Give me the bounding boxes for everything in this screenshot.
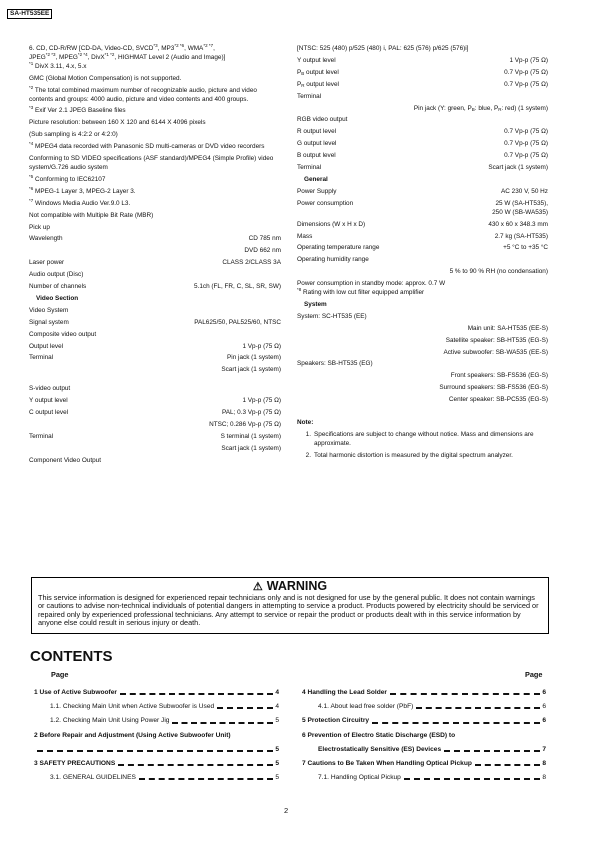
toc-leader-dots <box>475 757 540 766</box>
toc-leader-dots <box>416 700 540 709</box>
toc-leader-dots <box>120 686 273 695</box>
toc-entry-page: 8 <box>542 774 546 782</box>
toc-entry[interactable] <box>34 729 279 743</box>
toc-entry[interactable] <box>302 743 546 757</box>
center-speaker: Center speaker: SB-PC535 (EG-S) <box>448 396 548 404</box>
toc-entry-page: 5 <box>275 745 279 753</box>
notes-block <box>297 419 548 461</box>
wavelength-row: Wavelength CD 785 nm <box>29 235 281 243</box>
toc-entry[interactable] <box>302 771 546 785</box>
sub-sampling: (Sub sampling is 4:2:2 or 4:2:0) <box>29 131 118 139</box>
terminal2-scart: Scart jack (1 system) <box>221 444 281 452</box>
toc-entry-page: 7 <box>542 745 546 753</box>
dimensions-row: Dimensions (W x H x D) 430 x 60 x 348.3 mm <box>297 220 548 228</box>
toc-entry[interactable] <box>302 714 546 728</box>
pr-output-row: $P_R$ output level 0.7 Vp-p (75 Ω) <box>297 80 548 88</box>
terminal2-row: Terminal Scart jack (1 system) <box>297 164 548 172</box>
toc-entry-title: 7 Cautions to Be Taken When Handling Optical Pickup <box>302 760 472 768</box>
g-output-row: G output level 0.7 Vp-p (75 Ω) <box>297 140 548 148</box>
svideo-label: S-video output <box>29 385 71 393</box>
toc-entry-page: 6 <box>542 689 546 696</box>
video-section-heading: Video Section <box>36 294 79 302</box>
rgb-label: RGB video output <box>297 116 348 124</box>
toc-left <box>34 686 279 785</box>
toc-entry-title: 3 SAFETY PRECAUTIONS <box>34 760 116 768</box>
toc-entry-page: 5 <box>275 717 279 725</box>
toc-entry-title: 6 Prevention of Electro Static Discharge (ESD) to <box>302 731 456 739</box>
speakers-model: Speakers: SB-HT535 (EG) <box>297 360 373 368</box>
toc-entry-page: 6 <box>542 717 546 725</box>
satellite-speaker: Satellite speaker: SB-HT535 (EG-S) <box>445 336 548 344</box>
toc-entry[interactable] <box>34 686 279 700</box>
note-4: $^{*4}$ MPEG4 data recorded with Panasonic SD multi-cameras or DVD video recorders <box>29 141 265 151</box>
toc-right <box>302 686 546 785</box>
toc-entry[interactable] <box>34 743 279 757</box>
note-item: 1. Specifications are subject to change without notice. Mass and dimensions are approximate. <box>305 431 534 447</box>
note-1: $^{*1}$ DivX 3.11, 4.x, 5.x <box>29 60 87 70</box>
composite-label: Composite video output <box>29 330 97 338</box>
toc-leader-dots <box>172 714 273 723</box>
toc-leader-dots <box>139 771 273 780</box>
terminal-row: Terminal Pin jack (1 system) <box>29 354 281 362</box>
c-output-row: C output level PAL; 0.3 Vp-p (75 Ω) <box>29 409 281 417</box>
toc-entry-title: Electrostatically Sensitive (ES) Devices <box>318 745 442 753</box>
toc-entry-title: 2 Before Repair and Adjustment (Using Active Subwoofer Unit) <box>34 731 231 739</box>
audio-output-label: Audio output (Disc) <box>29 271 84 279</box>
active-subwoofer: Active subwoofer: SB-WA535 (EE-S) <box>443 348 548 356</box>
pb-output-row: $P_B$ output level 0.7 Vp-p (75 Ω) <box>297 68 548 76</box>
consumption-subwoofer: 250 W (SB-WA535) <box>492 208 548 216</box>
note-title: Note: <box>297 419 314 427</box>
toc-entry[interactable] <box>302 700 546 714</box>
front-speakers: Front speakers: SB-FS536 (EG-S) <box>450 372 548 380</box>
output-level-row: Output level 1 Vp-p (75 Ω) <box>29 342 281 350</box>
humidity-value: 5 % to 90 % RH (no condensation) <box>449 268 548 276</box>
note-item: 2. Total harmonic distortion is measured by the digital spectrum analyzer. <box>305 451 513 459</box>
toc-entry-title: 1.1. Checking Main Unit when Active Subwoofer is Used <box>50 703 215 711</box>
main-unit: Main unit: SA-HT535 (EE-S) <box>467 324 548 332</box>
toc-entry[interactable] <box>34 757 279 771</box>
sd-video-conformance: Conforming to SD VIDEO specifications (ASF standard)/MPEG4 (Simple Profile) video system/G.726 audio system <box>29 155 274 171</box>
toc-leader-dots <box>444 743 540 752</box>
system-heading: System <box>304 300 327 308</box>
surround-speakers: Surround speakers: SB-FS536 (EG-S) <box>439 384 548 392</box>
page-number: 2 <box>284 806 289 815</box>
toc-entry-title: 7.1. Handling Optical Pickup <box>318 774 401 782</box>
pickup-label: Pick up <box>29 223 50 231</box>
b-output-row: B output level 0.7 Vp-p (75 Ω) <box>297 152 548 160</box>
warning-triangle-icon: ⚠ <box>252 581 263 593</box>
note-6: $^{*6}$ MPEG-1 Layer 3, MPEG-2 Layer 3. <box>29 185 136 195</box>
ntsc-pal-line: [NTSC: 525 (480) p/525 (480) i, PAL: 625 (576) p/625 (576)i] <box>297 45 469 52</box>
video-system-label: Video System <box>29 306 69 314</box>
consumption-row: Power consumption 25 W (SA-HT535), <box>297 199 548 207</box>
model-label: SA-HT535EE <box>7 9 52 19</box>
toc-entry[interactable] <box>34 771 279 785</box>
component-label: Component Video Output <box>29 456 102 464</box>
toc-entry-title: 3.1. GENERAL GUIDELINES <box>50 774 136 782</box>
toc-entry-title: 1 Use of Active Subwoofer <box>34 689 117 696</box>
channels-row: Number of channels 5.1ch (FL, FR, C, SL, SR, SW) <box>29 283 281 291</box>
power-row: Power Supply AC 230 V, 50 Hz <box>297 187 548 195</box>
note-2: $^{*2}$ The total combined maximum number of recognizable audio, picture and video contents and groups: 4000 audio, picture and video contents and 400 groups. <box>29 84 257 103</box>
toc-entry-title: 5 Protection Circuitry <box>302 717 370 725</box>
contents-title: CONTENTS <box>30 648 113 665</box>
toc-entry[interactable] <box>302 686 546 700</box>
pin-jack-line: Pin jack (Y: green, $P_B$: blue, $P_R$: red) (1 system) <box>413 104 548 112</box>
spec-column-right <box>297 45 548 461</box>
picture-resolution: Picture resolution: between 160 X 120 and 6144 X 4096 pixels <box>29 119 206 127</box>
general-heading: General <box>304 175 328 183</box>
mass-row: Mass 2.7 kg (SA-HT535) <box>297 232 548 240</box>
spec-column-left: 6. CD, CD-R/RW [CD-DA, Video-CD, SVCD$^{*3}$, $MP3^{*2 *6}$, $WMA^{*2 *7}$, $JPEG^{*2 *3}$, $MPEG^{*2 *4}$, DivX$^{*1 *2}$, HIGHMAT Level 2 (Audio and Image)] $^{*1}$ DivX 3.11, 4.x, 5.x GMC (Global Motion Compensation) is not supported. $^{*2}$ The total combined maximum number of recognizable audio, picture and video contents and groups: 4000 audio, picture and video contents and 400 groups. $^{*3}$ Exif Ver 2.1 JPEG Baseline files Picture resolution: between 160 X 120 and 6144 X 4096 pixels (Sub sampling is 4:2:2 or 4:2:0) $^{*4}$ MPEG4 data recorded with Panasonic SD multi-cameras or DVD video recorders Conforming to SD VIDEO specifications (ASF standard)/MPEG4 (Simple Profile) video system/G.726 audio system $^{*5}$ Conforming to IEC62107 $^{*6}$ MPEG-1 Layer 3, MPEG-2 Layer 3. $^{*7}$ Windows Media Audio Ver.9.0 L3. Not compatible with Multiple Bit Rate (MBR) Pick up Wavelength CD 785 nm DVD 662 nm Laser power CLASS 2/CLASS 3A Audio output (Disc) Number of channels 5.1ch (FL, FR, C, SL, SR, SW) Video Section Video System Signal system PAL625/50, PAL525/60, NTSC Composite video output Output level 1 Vp-p (75 Ω) Terminal Pin jack (1 system) Scart jack (1 system) S-video output Y output level 1 Vp-p (75 Ω) C output level PAL; 0.3 Vp-p (75 Ω) NTSC; 0.286 Vp-p (75 Ω) Terminal S terminal (1 system) Scart jack (1 system) Component Video Output <box>29 43 281 464</box>
note-5: $^{*5}$ Conforming to IEC62107 <box>29 173 106 183</box>
terminal-label: Terminal <box>297 92 322 100</box>
page-label-right: Page <box>525 670 543 679</box>
toc-entry-page: 6 <box>542 703 546 711</box>
toc-entry-title: 4.1. About lead free solder (PbF) <box>318 703 414 711</box>
note-3: $^{*3}$ Exif Ver 2.1 JPEG Baseline files <box>29 105 126 115</box>
note-7: $^{*7}$ Windows Media Audio Ver.9.0 L3. <box>29 197 131 207</box>
toc-leader-dots <box>217 700 273 709</box>
signal-row: Signal system PAL625/50, PAL525/60, NTSC <box>29 318 281 326</box>
toc-leader-dots <box>390 686 540 695</box>
humidity-label: Operating humidity range <box>297 256 369 264</box>
wavelength-dvd: DVD 662 nm <box>244 247 281 255</box>
toc-leader-dots <box>404 771 540 780</box>
toc-entry-page: 5 <box>275 760 279 768</box>
page-label-left: Page <box>51 670 69 679</box>
terminal2-row: Terminal S terminal (1 system) <box>29 432 281 440</box>
toc-leader-dots <box>372 714 540 723</box>
y-output-row: Y output level 1 Vp-p (75 Ω) <box>297 56 548 64</box>
laser-row: Laser power CLASS 2/CLASS 3A <box>29 259 281 267</box>
warning-box <box>31 577 549 634</box>
standby-power: Power consumption in standby mode: approx. 0.7 W <box>297 280 446 288</box>
temperature-row: Operating temperature range +5 °C to +35 °C <box>297 244 548 252</box>
toc-entry-page: 4 <box>275 689 279 696</box>
mbr-note: Not compatible with Multiple Bit Rate (MBR) <box>29 211 154 219</box>
toc-entry[interactable] <box>34 714 279 728</box>
warning-title: WARNING <box>266 579 328 593</box>
warning-text: This service information is designed for experienced repair technicians only and is not designed for use by the general public. It does not contain warnings or cautions to advise non-technical individuals of potential dangers in attempting to service a product. Products powered by electricity should be serviced or repaired only by experienced professional technicians. Any attempt to service or repair the product or products dealt with in this service information by anyone else could result in serious injury or death. <box>38 593 539 628</box>
r-output-row: R output level 0.7 Vp-p (75 Ω) <box>297 128 548 136</box>
toc-entry-title: 4 Handling the Lead Solder <box>302 689 387 696</box>
c-output-ntsc: NTSC; 0.286 Vp-p (75 Ω) <box>209 421 281 428</box>
toc-entry-page: 8 <box>542 760 546 768</box>
toc-leader-dots <box>37 743 273 752</box>
toc-entry-page: 5 <box>275 774 279 782</box>
terminal-scart: Scart jack (1 system) <box>221 366 281 374</box>
toc-entry-title: 1.2. Checking Main Unit Using Power Jig <box>50 717 170 725</box>
toc-entry[interactable] <box>302 729 546 743</box>
toc-entry[interactable] <box>34 700 279 714</box>
toc-leader-dots <box>118 757 273 766</box>
system-model: System: SC-HT535 (EE) <box>297 312 367 320</box>
gmc-note: GMC (Global Motion Compensation) is not supported. <box>29 74 182 82</box>
toc-entry-page: 4 <box>275 703 279 711</box>
toc-entry[interactable] <box>302 757 546 771</box>
y-output-row: Y output level 1 Vp-p (75 Ω) <box>29 397 281 405</box>
note-8: $^{*8}$ Rating with low cut filter equipped amplifier <box>297 287 425 297</box>
